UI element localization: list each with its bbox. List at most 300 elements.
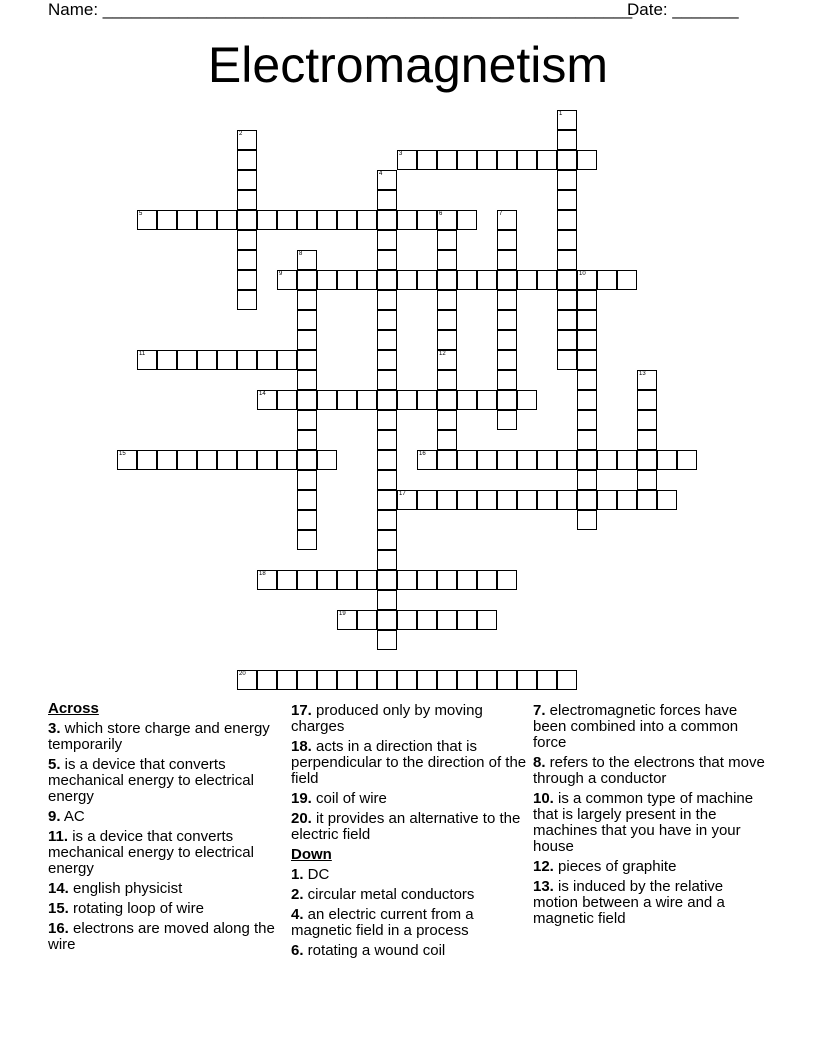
crossword-cell[interactable] xyxy=(457,490,477,510)
clue-text: is a device that converts mechanical energy to electrical energy xyxy=(48,756,254,805)
crossword-cell[interactable] xyxy=(397,570,417,590)
crossword-cell[interactable] xyxy=(397,210,417,230)
crossword-cell[interactable] xyxy=(357,390,377,410)
crossword-cell[interactable] xyxy=(557,110,577,130)
crossword-cell[interactable] xyxy=(537,450,557,470)
crossword-cell[interactable] xyxy=(337,610,357,630)
crossword-cell[interactable] xyxy=(637,410,657,430)
clue-number: 3 xyxy=(399,151,403,157)
crossword-cell[interactable] xyxy=(317,570,337,590)
crossword-cell[interactable] xyxy=(437,370,457,390)
crossword-cell[interactable] xyxy=(277,270,297,290)
crossword-cell[interactable] xyxy=(377,550,397,570)
clue-number: 17 xyxy=(399,491,406,497)
crossword-cell[interactable] xyxy=(437,410,457,430)
down-clue xyxy=(291,867,527,883)
crossword-cell[interactable] xyxy=(377,310,397,330)
crossword-cell[interactable] xyxy=(177,350,197,370)
crossword-cell[interactable] xyxy=(577,290,597,310)
crossword-cell[interactable] xyxy=(477,390,497,410)
clue-text: produced only by moving charges xyxy=(291,702,483,735)
clue-number: 15 xyxy=(119,451,126,457)
clue-text: is a common type of machine that is largely present in the machines that you have in your house xyxy=(533,790,754,855)
crossword-cell[interactable] xyxy=(437,450,457,470)
crossword-cell[interactable] xyxy=(237,450,257,470)
crossword-cell[interactable] xyxy=(377,190,397,210)
crossword-cell[interactable] xyxy=(377,670,397,690)
crossword-cell[interactable] xyxy=(537,490,557,510)
clue-num: 7. xyxy=(533,702,546,719)
crossword-cell[interactable] xyxy=(377,370,397,390)
crossword-cell[interactable] xyxy=(397,490,417,510)
crossword-cell[interactable] xyxy=(417,490,437,510)
crossword-cell[interactable] xyxy=(437,490,457,510)
crossword-cell[interactable] xyxy=(497,210,517,230)
crossword-cell[interactable] xyxy=(497,450,517,470)
across-clue xyxy=(48,881,280,897)
crossword-cell[interactable] xyxy=(357,270,377,290)
crossword-cell[interactable] xyxy=(437,330,457,350)
down-clue xyxy=(291,907,527,939)
crossword-cell[interactable] xyxy=(437,310,457,330)
crossword-cell[interactable] xyxy=(377,290,397,310)
crossword-cell[interactable] xyxy=(517,390,537,410)
crossword-cell[interactable] xyxy=(557,210,577,230)
crossword-cell[interactable] xyxy=(277,390,297,410)
crossword-cell[interactable] xyxy=(137,350,157,370)
across-clue xyxy=(48,829,280,877)
across-heading: Across xyxy=(48,700,99,717)
crossword-cell[interactable] xyxy=(437,430,457,450)
crossword-cell[interactable] xyxy=(617,270,637,290)
crossword-cell[interactable] xyxy=(437,670,457,690)
crossword-cell[interactable] xyxy=(417,210,437,230)
crossword-cell[interactable] xyxy=(497,290,517,310)
crossword-cell[interactable] xyxy=(257,390,277,410)
crossword-cell[interactable] xyxy=(657,490,677,510)
crossword-cell[interactable] xyxy=(317,390,337,410)
crossword-cell[interactable] xyxy=(557,150,577,170)
crossword-cell[interactable] xyxy=(537,150,557,170)
clue-num: 12. xyxy=(533,858,554,875)
crossword-cell[interactable] xyxy=(457,570,477,590)
crossword-cell[interactable] xyxy=(417,270,437,290)
clue-column-3 xyxy=(533,703,765,931)
crossword-cell[interactable] xyxy=(637,450,657,470)
crossword-cell[interactable] xyxy=(277,210,297,230)
crossword-cell[interactable] xyxy=(237,130,257,150)
crossword-cell[interactable] xyxy=(377,350,397,370)
crossword-cell[interactable] xyxy=(637,430,657,450)
crossword-cell[interactable] xyxy=(297,350,317,370)
crossword-cell[interactable] xyxy=(297,370,317,390)
crossword-cell[interactable] xyxy=(577,510,597,530)
crossword-cell[interactable] xyxy=(317,210,337,230)
crossword-cell[interactable] xyxy=(297,450,317,470)
crossword-cell[interactable] xyxy=(457,450,477,470)
crossword-cell[interactable] xyxy=(237,350,257,370)
crossword-cell[interactable] xyxy=(177,210,197,230)
crossword-cell[interactable] xyxy=(477,670,497,690)
clue-column-1 xyxy=(48,701,280,957)
crossword-cell[interactable] xyxy=(417,570,437,590)
crossword-cell[interactable] xyxy=(457,210,477,230)
crossword-cell[interactable] xyxy=(557,670,577,690)
crossword-cell[interactable] xyxy=(377,470,397,490)
crossword-cell[interactable] xyxy=(237,170,257,190)
crossword-cell[interactable] xyxy=(297,410,317,430)
crossword-cell[interactable] xyxy=(237,290,257,310)
crossword-cell[interactable] xyxy=(217,210,237,230)
clue-number: 10 xyxy=(579,271,586,277)
crossword-cell[interactable] xyxy=(497,490,517,510)
crossword-cell[interactable] xyxy=(577,370,597,390)
crossword-cell[interactable] xyxy=(337,270,357,290)
crossword-cell[interactable] xyxy=(477,450,497,470)
crossword-cell[interactable] xyxy=(677,450,697,470)
crossword-cell[interactable] xyxy=(497,310,517,330)
clue-num: 10. xyxy=(533,790,554,807)
crossword-cell[interactable] xyxy=(377,590,397,610)
crossword-cell[interactable] xyxy=(297,330,317,350)
crossword-cell[interactable] xyxy=(377,250,397,270)
crossword-cell[interactable] xyxy=(477,570,497,590)
crossword-cell[interactable] xyxy=(477,150,497,170)
clue-number: 2 xyxy=(239,131,243,137)
clue-text: electrons are moved along the wire xyxy=(48,920,275,953)
crossword-cell[interactable] xyxy=(557,230,577,250)
clue-num: 14. xyxy=(48,880,69,897)
crossword-cell[interactable] xyxy=(377,630,397,650)
crossword-cell[interactable] xyxy=(337,210,357,230)
crossword-cell[interactable] xyxy=(257,450,277,470)
clue-text: english physicist xyxy=(68,880,183,897)
crossword-cell[interactable] xyxy=(397,390,417,410)
crossword-cell[interactable] xyxy=(317,270,337,290)
crossword-cell[interactable] xyxy=(297,470,317,490)
clue-text: an electric current from a magnetic field in a process xyxy=(291,906,474,939)
crossword-cell[interactable] xyxy=(497,370,517,390)
crossword-cell[interactable] xyxy=(497,150,517,170)
crossword-cell[interactable] xyxy=(577,490,597,510)
crossword-cell[interactable] xyxy=(577,310,597,330)
name-field[interactable]: Name: ________________________________________________________ xyxy=(48,0,633,19)
clue-number: 11 xyxy=(139,351,146,357)
crossword-cell[interactable] xyxy=(157,210,177,230)
crossword-cell[interactable] xyxy=(577,390,597,410)
crossword-cell[interactable] xyxy=(637,390,657,410)
crossword-cell[interactable] xyxy=(257,670,277,690)
across-clue xyxy=(291,791,527,807)
clue-number: 8 xyxy=(299,251,303,257)
crossword-cell[interactable] xyxy=(657,450,677,470)
clue-text: refers to the electrons that move through a conductor xyxy=(533,754,765,787)
crossword-cell[interactable] xyxy=(377,570,397,590)
clue-text: rotating a wound coil xyxy=(303,942,446,959)
crossword-cell[interactable] xyxy=(237,210,257,230)
crossword-cell[interactable] xyxy=(517,670,537,690)
crossword-cell[interactable] xyxy=(637,370,657,390)
crossword-cell[interactable] xyxy=(217,450,237,470)
clue-text: circular metal conductors xyxy=(303,886,475,903)
crossword-cell[interactable] xyxy=(357,670,377,690)
clue-number: 7 xyxy=(499,211,503,217)
crossword-cell[interactable] xyxy=(617,450,637,470)
crossword-cell[interactable] xyxy=(437,230,457,250)
crossword-cell[interactable] xyxy=(237,270,257,290)
crossword-cell[interactable] xyxy=(257,570,277,590)
crossword-cell[interactable] xyxy=(557,130,577,150)
crossword-cell[interactable] xyxy=(557,310,577,330)
clue-num: 4. xyxy=(291,906,304,923)
crossword-cell[interactable] xyxy=(377,450,397,470)
crossword-cell[interactable] xyxy=(297,570,317,590)
crossword-cell[interactable] xyxy=(437,350,457,370)
clue-column-2 xyxy=(291,703,527,963)
crossword-cell[interactable] xyxy=(377,530,397,550)
crossword-cell[interactable] xyxy=(437,210,457,230)
crossword-cell[interactable] xyxy=(457,670,477,690)
crossword-cell[interactable] xyxy=(557,170,577,190)
crossword-cell[interactable] xyxy=(517,490,537,510)
crossword-cell[interactable] xyxy=(357,210,377,230)
crossword-cell[interactable] xyxy=(297,390,317,410)
clue-num: 5. xyxy=(48,756,61,773)
crossword-cell[interactable] xyxy=(457,270,477,290)
crossword-cell[interactable] xyxy=(637,470,657,490)
crossword-cell[interactable] xyxy=(557,330,577,350)
clue-number: 6 xyxy=(439,211,443,217)
crossword-cell[interactable] xyxy=(417,670,437,690)
crossword-cell[interactable] xyxy=(497,390,517,410)
crossword-cell[interactable] xyxy=(457,390,477,410)
crossword-cell[interactable] xyxy=(497,350,517,370)
crossword-cell[interactable] xyxy=(557,490,577,510)
crossword-cell[interactable] xyxy=(397,150,417,170)
crossword-cell[interactable] xyxy=(317,450,337,470)
down-clue xyxy=(533,755,765,787)
crossword-cell[interactable] xyxy=(437,270,457,290)
crossword-cell[interactable] xyxy=(217,350,237,370)
page-title: Electromagnetism xyxy=(207,37,609,93)
crossword-cell[interactable] xyxy=(417,390,437,410)
crossword-cell[interactable] xyxy=(537,270,557,290)
crossword-cell[interactable] xyxy=(277,570,297,590)
crossword-cell[interactable] xyxy=(497,230,517,250)
across-clue xyxy=(291,703,527,735)
crossword-cell[interactable] xyxy=(117,450,137,470)
crossword-cell[interactable] xyxy=(577,430,597,450)
crossword-cell[interactable] xyxy=(397,670,417,690)
crossword-cell[interactable] xyxy=(237,230,257,250)
down-clue xyxy=(533,859,765,875)
clue-number: 19 xyxy=(339,611,346,617)
crossword-cell[interactable] xyxy=(497,570,517,590)
crossword-cell[interactable] xyxy=(337,670,357,690)
crossword-cell[interactable] xyxy=(177,450,197,470)
clue-text: AC xyxy=(60,808,85,825)
crossword-cell[interactable] xyxy=(297,270,317,290)
crossword-cell[interactable] xyxy=(377,170,397,190)
crossword-cell[interactable] xyxy=(457,610,477,630)
crossword-cell[interactable] xyxy=(577,270,597,290)
crossword-cell[interactable] xyxy=(557,350,577,370)
crossword-cell[interactable] xyxy=(197,450,217,470)
crossword-cell[interactable] xyxy=(377,610,397,630)
crossword-cell[interactable] xyxy=(237,190,257,210)
crossword-cell[interactable] xyxy=(477,610,497,630)
clue-num: 8. xyxy=(533,754,546,771)
crossword-cell[interactable] xyxy=(417,150,437,170)
crossword-cell[interactable] xyxy=(437,390,457,410)
crossword-cell[interactable] xyxy=(557,270,577,290)
crossword-cell[interactable] xyxy=(437,290,457,310)
crossword-cell[interactable] xyxy=(377,410,397,430)
crossword-cell[interactable] xyxy=(297,210,317,230)
crossword-cell[interactable] xyxy=(357,570,377,590)
clue-number: 4 xyxy=(379,171,383,177)
clue-text: coil of wire xyxy=(311,790,387,807)
crossword-cell[interactable] xyxy=(437,250,457,270)
crossword-cell[interactable] xyxy=(137,450,157,470)
crossword-cell[interactable] xyxy=(497,410,517,430)
crossword-cell[interactable] xyxy=(577,350,597,370)
crossword-cell[interactable] xyxy=(497,270,517,290)
across-clue xyxy=(291,811,527,843)
clue-text: electromagnetic forces have been combined into a common force xyxy=(533,702,739,751)
crossword-cell[interactable] xyxy=(397,270,417,290)
clue-number: 18 xyxy=(259,571,266,577)
crossword-cell[interactable] xyxy=(297,250,317,270)
crossword-cell[interactable] xyxy=(497,250,517,270)
crossword-cell[interactable] xyxy=(377,430,397,450)
clue-text: is a device that converts mechanical energy to electrical energy xyxy=(48,828,254,877)
clue-number: 14 xyxy=(259,391,266,397)
crossword-cell[interactable] xyxy=(157,350,177,370)
crossword-cell[interactable] xyxy=(277,450,297,470)
clue-text: which store charge and energy temporarily xyxy=(48,720,270,753)
crossword-cell[interactable] xyxy=(597,450,617,470)
crossword-cell[interactable] xyxy=(297,490,317,510)
clue-number: 9 xyxy=(279,271,283,277)
crossword-cell[interactable] xyxy=(237,250,257,270)
crossword-cell[interactable] xyxy=(357,610,377,630)
crossword-cell[interactable] xyxy=(557,250,577,270)
clue-num: 13. xyxy=(533,878,554,895)
clue-number: 12 xyxy=(439,351,446,357)
crossword-cell[interactable] xyxy=(257,350,277,370)
crossword-cell[interactable] xyxy=(297,290,317,310)
crossword-cell[interactable] xyxy=(557,290,577,310)
crossword-cell[interactable] xyxy=(377,270,397,290)
crossword-cell[interactable] xyxy=(377,210,397,230)
date-field[interactable]: Date: _______ xyxy=(627,0,739,19)
clue-number: 20 xyxy=(239,671,246,677)
down-clue xyxy=(533,791,765,855)
crossword-cell[interactable] xyxy=(417,450,437,470)
clue-num: 17. xyxy=(291,702,312,719)
clue-text: is induced by the relative motion between a wire and a magnetic field xyxy=(533,878,725,927)
crossword-cell[interactable] xyxy=(477,270,497,290)
crossword-cell[interactable] xyxy=(517,270,537,290)
clue-text: DC xyxy=(303,866,330,883)
down-clue xyxy=(533,703,765,751)
across-clue xyxy=(48,757,280,805)
crossword-cell[interactable] xyxy=(577,410,597,430)
crossword-cell[interactable] xyxy=(637,490,657,510)
crossword-cell[interactable] xyxy=(397,610,417,630)
crossword-cell[interactable] xyxy=(297,430,317,450)
crossword-cell[interactable] xyxy=(497,330,517,350)
crossword-cell[interactable] xyxy=(437,610,457,630)
crossword-cell[interactable] xyxy=(157,450,177,470)
crossword-cell[interactable] xyxy=(597,490,617,510)
crossword-cell[interactable] xyxy=(577,330,597,350)
down-heading: Down xyxy=(291,846,332,863)
crossword-cell[interactable] xyxy=(277,350,297,370)
crossword-cell[interactable] xyxy=(377,330,397,350)
crossword-cell[interactable] xyxy=(377,490,397,510)
crossword-cell[interactable] xyxy=(517,150,537,170)
crossword-cell[interactable] xyxy=(237,670,257,690)
crossword-cell[interactable] xyxy=(337,570,357,590)
crossword-cell[interactable] xyxy=(377,510,397,530)
crossword-cell[interactable] xyxy=(377,230,397,250)
crossword-cell[interactable] xyxy=(577,150,597,170)
clue-num: 19. xyxy=(291,790,312,807)
clue-num: 9. xyxy=(48,808,61,825)
crossword-cell[interactable] xyxy=(537,670,557,690)
crossword-cell[interactable] xyxy=(297,310,317,330)
crossword-cell[interactable] xyxy=(297,670,317,690)
crossword-cell[interactable] xyxy=(337,390,357,410)
crossword-cell[interactable] xyxy=(377,390,397,410)
crossword-cell[interactable] xyxy=(197,210,217,230)
crossword-cell[interactable] xyxy=(457,150,477,170)
clue-num: 15. xyxy=(48,900,69,917)
crossword-cell[interactable] xyxy=(517,450,537,470)
crossword-cell[interactable] xyxy=(317,670,337,690)
clue-number: 5 xyxy=(139,211,143,217)
crossword-cell[interactable] xyxy=(237,150,257,170)
crossword-cell[interactable] xyxy=(437,570,457,590)
crossword-cell[interactable] xyxy=(597,270,617,290)
crossword-cell[interactable] xyxy=(617,490,637,510)
clue-number: 13 xyxy=(639,371,646,377)
crossword-cell[interactable] xyxy=(257,210,277,230)
crossword-cell[interactable] xyxy=(577,450,597,470)
crossword-cell[interactable] xyxy=(137,210,157,230)
crossword-cell[interactable] xyxy=(417,610,437,630)
crossword-cell[interactable] xyxy=(437,150,457,170)
crossword-cell[interactable] xyxy=(497,670,517,690)
clue-num: 20. xyxy=(291,810,312,827)
clue-text: acts in a direction that is perpendicular to the direction of the field xyxy=(291,738,527,787)
crossword-cell[interactable] xyxy=(277,670,297,690)
crossword-cell[interactable] xyxy=(557,190,577,210)
clue-num: 16. xyxy=(48,920,69,937)
across-clue xyxy=(48,901,280,917)
clue-number: 1 xyxy=(559,111,563,117)
crossword-cell[interactable] xyxy=(577,470,597,490)
clue-num: 11. xyxy=(48,828,69,845)
crossword-cell[interactable] xyxy=(557,450,577,470)
crossword-cell[interactable] xyxy=(197,350,217,370)
crossword-cell[interactable] xyxy=(297,530,317,550)
clue-num: 1. xyxy=(291,866,304,883)
crossword-cell[interactable] xyxy=(297,510,317,530)
crossword-cell[interactable] xyxy=(477,490,497,510)
